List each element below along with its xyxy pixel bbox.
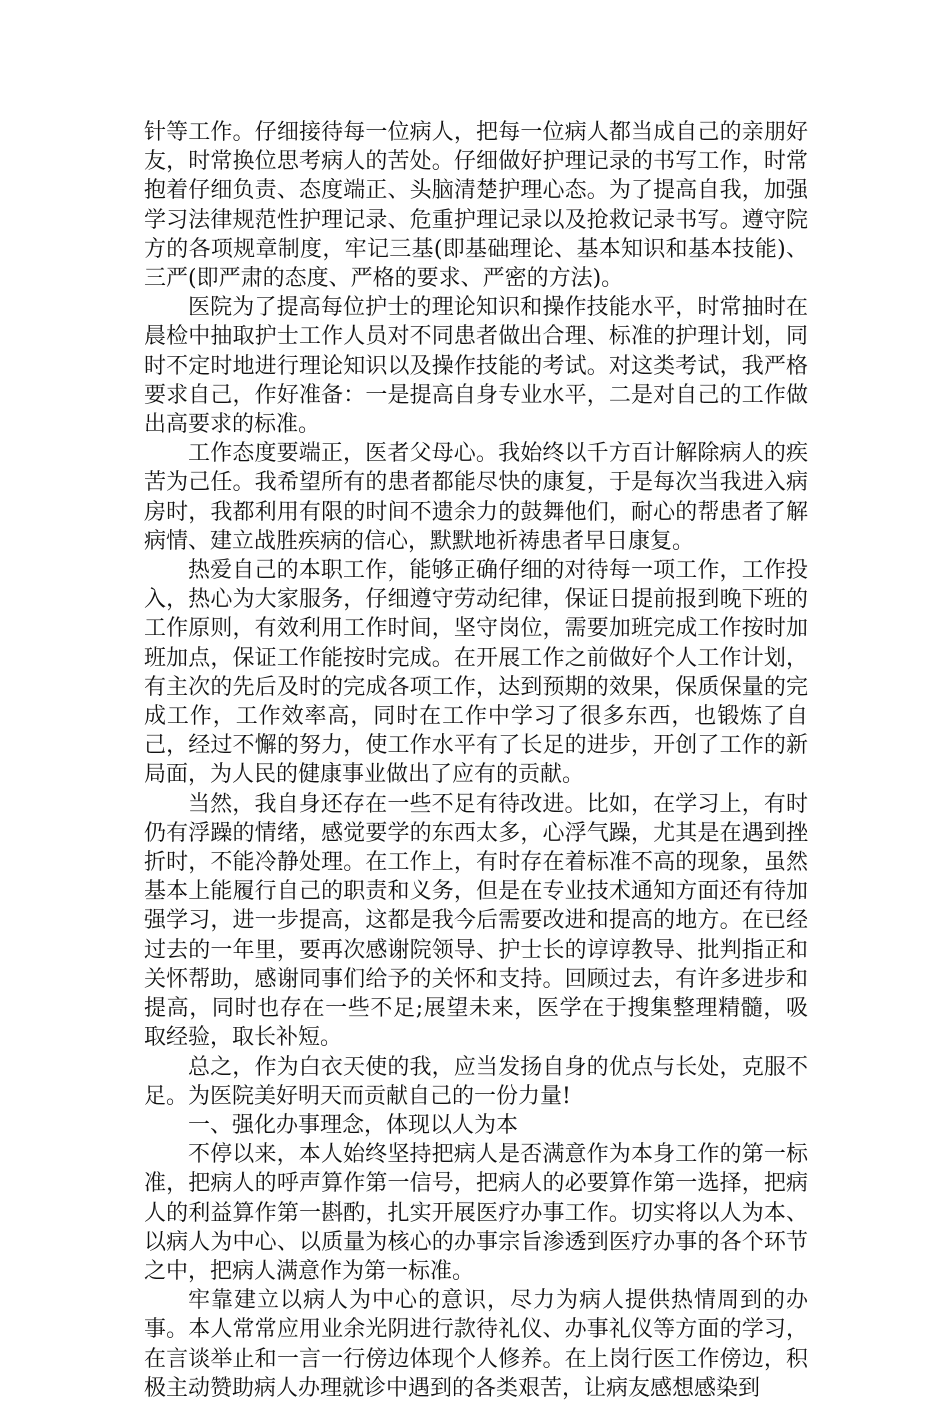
document-page [144, 118, 808, 1403]
paragraph-conclusion: 总之，作为白衣天使的我，应当发扬自身的优点与长处，克服不足。为医院美好明天而贡献自己的一份力量! [144, 1054, 808, 1109]
paragraph-patient-first: 不停以来，本人始终坚持把病人是否满意作为本身工作的第一标准，把病人的呼声算作第一信号，把病人的必要算作第一选择，把病人的利益算作第一斟酌，扎实开展医疗办事工作。切实将以人为本、以病人为中心、以质量为核心的办事宗旨渗透到医疗办事的各个环节之中，把病人满意作为第一标准。 [144, 1142, 808, 1284]
paragraph-service-etiquette: 牢靠建立以病人为中心的意识，尽力为病人提供热情周到的办事。本人常常应用业余光阴进行款待礼仪、办事礼仪等方面的学习，在言谈举止和一言一行傍边体现个人修养。在上岗行医工作傍边，积极主动赞助病人办理就诊中遇到的各类艰苦，让病友感想感染到 [144, 1288, 808, 1401]
paragraph-shortcomings: 当然，我自身还存在一些不足有待改进。比如，在学习上，有时仍有浮躁的情绪，感觉要学的东西太多，心浮气躁，尤其是在遇到挫折时，不能冷静处理。在工作上，有时存在着标准不高的现象，虽然基本上能履行自己的职责和义务，但是在专业技术通知方面还有待加强学习，进一步提高，这都是我今后需要改进和提高的地方。在已经过去的一年里，要再次感谢院领导、护士长的谆谆教导、批判指正和关怀帮助，感谢同事们给予的关怀和支持。回顾过去，有许多进步和提高，同时也存在一些不足;展望未来，医学在于搜集整理精髓，吸取经验，取长补短。 [144, 791, 808, 1051]
paragraph-care-records: 针等工作。仔细接待每一位病人，把每一位病人都当成自己的亲朋好友，时常换位思考病人的苦处。仔细做好护理记录的书写工作，时常抱着仔细负责、态度端正、头脑清楚护理心态。为了提高自我，加强学习法律规范性护理记录、危重护理记录以及抢救记录书写。遵守院方的各项规章制度，牢记三基(即基础理论、基本知识和基本技能)、三严(即严肃的态度、严格的要求、严密的方法)。 [144, 120, 808, 292]
paragraph-work-attitude: 工作态度要端正，医者父母心。我始终以千方百计解除病人的疾苦为己任。我希望所有的患者都能尽快的康复，于是每次当我进入病房时，我都利用有限的时间不遗余力的鼓舞他们，耐心的帮患者了解病情、建立战胜疾病的信心，默默地祈祷患者早日康复。 [144, 441, 808, 554]
paragraph-dedication: 热爱自己的本职工作，能够正确仔细的对待每一项工作，工作投入，热心为大家服务，仔细遵守劳动纪律，保证日提前报到晚下班的工作原则，有效利用工作时间，坚守岗位，需要加班完成工作按时加班加点，保证工作能按时完成。在开展工作之前做好个人工作计划，有主次的先后及时的完成各项工作，达到预期的效果，保质保量的完成工作，工作效率高，同时在工作中学习了很多东西，也锻炼了自己，经过不懈的努力，使工作水平有了长足的进步，开创了工作的新局面，为人民的健康事业做出了应有的贡献。 [144, 558, 808, 788]
section-heading: 一、强化办事理念，体现以人为本 [188, 1112, 519, 1138]
paragraph-skills-training: 医院为了提高每位护士的理论知识和操作技能水平，时常抽时在晨检中抽取护士工作人员对不同患者做出合理、标准的护理计划，同时不定时地进行理论知识以及操作技能的考试。对这类考试，我严格要求自己，作好准备：一是提高自身专业水平，二是对自己的工作做出高要求的标准。 [144, 295, 808, 438]
